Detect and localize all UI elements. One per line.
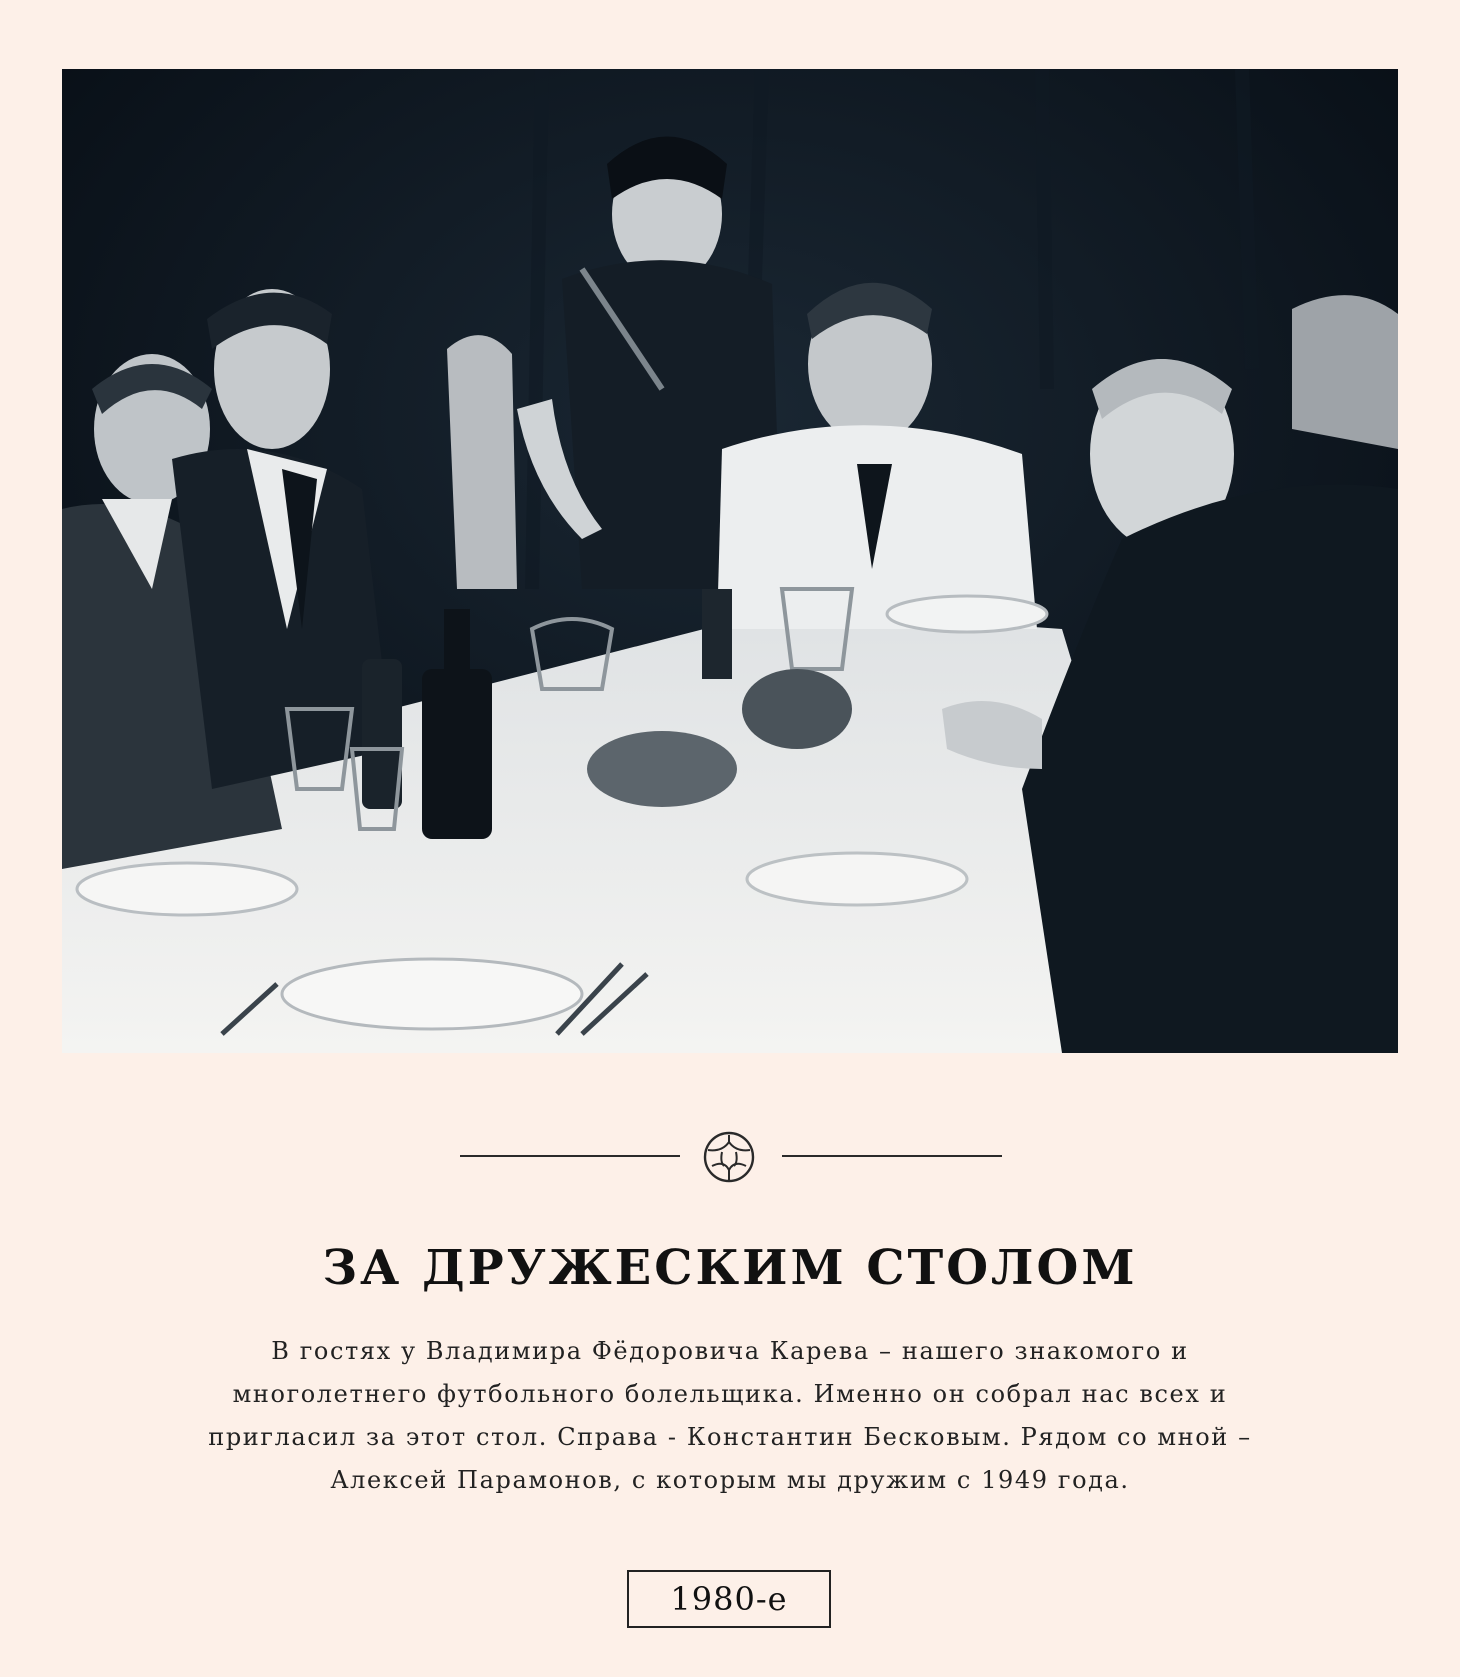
caption-line: В гостях у Владимира Фёдоровича Карева – нашего знакомого и xyxy=(271,1337,1189,1365)
photo-caption xyxy=(150,1330,1310,1502)
caption-line: многолетнего футбольного болельщика. Именно он собрал нас всех и xyxy=(232,1380,1228,1408)
caption-line: пригласил за этот стол. Справа - Константин Бесковым. Рядом со мной – xyxy=(208,1423,1252,1451)
date-badge: 1980-е xyxy=(627,1570,831,1628)
article-title: ЗА ДРУЖЕСКИМ СТОЛОМ xyxy=(322,1240,1138,1296)
caption-line: Алексей Парамонов, с которым мы дружим с 1949 года. xyxy=(330,1466,1130,1494)
divider-line-left xyxy=(460,1155,680,1157)
divider-line-right xyxy=(782,1155,1002,1157)
section-divider xyxy=(0,1128,1460,1184)
historical-photo xyxy=(62,69,1398,1053)
football-icon xyxy=(702,1130,756,1184)
